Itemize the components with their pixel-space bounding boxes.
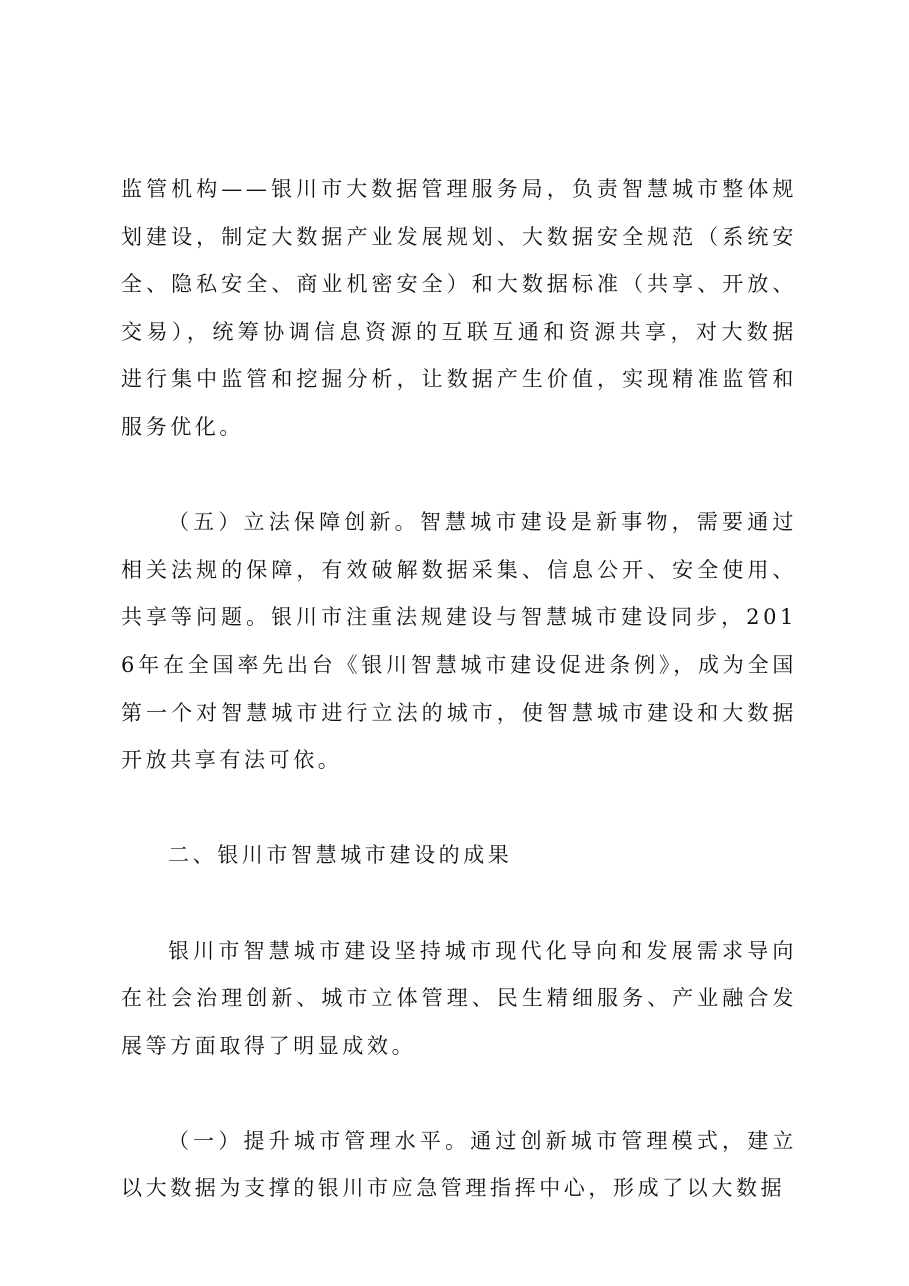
document-page — [121, 166, 797, 1261]
paragraph-supervision-agency: 监管机构——银川市大数据管理服务局，负责智慧城市整体规划建设，制定大数据产业发展规划、大数据安全规范（系统安全、隐私安全、商业机密安全）和大数据标准（共享、开放、交易），统筹协调信息资源的互联互通和资源共享，对大数据进行集中监管和挖掘分析，让数据产生价值，实现精准监管和服务优化。 — [121, 177, 797, 439]
paragraph-legislation: （五）立法保障创新。智慧城市建设是新事物，需要通过相关法规的保障，有效破解数据采集、信息公开、安全使用、共享等问题。银川市注重法规建设与智慧城市建设同步，2016年在全国率先出台《银川智慧城市建设促进条例》，成为全国第一个对智慧城市进行立法的城市，使智慧城市建设和大数据开放共享有法可依。 — [121, 510, 797, 773]
paragraph-city-management: （一）提升城市管理水平。通过创新城市管理模式，建立以大数据为支撑的银川市应急管理指挥中心，形成了以大数据 — [121, 1128, 797, 1201]
section-heading-achievements: 二、银川市智慧城市建设的成果 — [168, 843, 513, 868]
paragraph-achievements-intro: 银川市智慧城市建设坚持城市现代化导向和发展需求导向在社会治理创新、城市立体管理、民生精细服务、产业融合发展等方面取得了明显成效。 — [121, 938, 797, 1058]
